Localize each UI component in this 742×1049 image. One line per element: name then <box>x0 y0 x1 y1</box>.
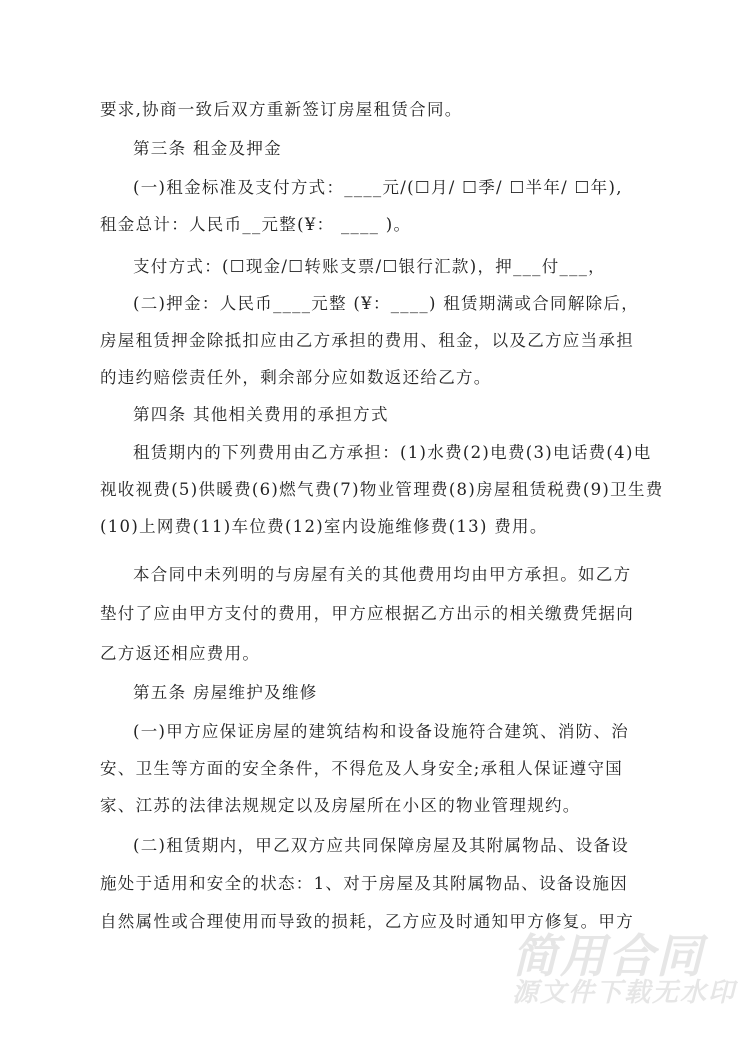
paragraph-line: (一)租金标准及支付方式：____元/(☐月/ ☐季/ ☐半年/ ☐年), <box>133 178 623 197</box>
paragraph-line: 的违约赔偿责任外，剩余部分应如数返还给乙方。 <box>100 368 492 387</box>
paragraph-line: (二)押金：人民币____元整 (¥：____) 租赁期满或合同解除后， <box>133 294 640 313</box>
paragraph-line: 房屋租赁押金除抵扣应由乙方承担的费用、租金，以及乙方应当承担 <box>100 331 634 350</box>
paragraph-line: 自然属性或合理使用而导致的损耗，乙方应及时通知甲方修复。甲方 <box>100 912 634 931</box>
watermark-subtitle: 源文件下载无水印 <box>512 978 737 1008</box>
paragraph-line: (二)租赁期内，甲乙双方应共同保障房屋及其附属物品、设备设 <box>133 836 630 855</box>
watermark-title: 简用合同 <box>512 929 704 983</box>
section-heading: 第五条 房屋维护及维修 <box>133 683 318 702</box>
paragraph-line: 本合同中未列明的与房屋有关的其他费用均由甲方承担。如乙方 <box>133 565 632 584</box>
paragraph-line: 租赁期内的下列费用由乙方承担：(1)水费(2)电费(3)电话费(4)电 <box>133 443 652 462</box>
section-heading: 第四条 其他相关费用的承担方式 <box>133 405 389 424</box>
section-heading: 第三条 租金及押金 <box>133 139 282 158</box>
paragraph-line: 垫付了应由甲方支付的费用，甲方应根据乙方出示的相关缴费凭据向 <box>100 604 634 623</box>
paragraph-line: 要求,协商一致后双方重新签订房屋租赁合同。 <box>100 100 463 119</box>
paragraph-line: 视收视费(5)供暖费(6)燃气费(7)物业管理费(8)房屋租赁税费(9)卫生费 <box>100 480 664 499</box>
paragraph-line: (10)上网费(11)车位费(12)室内设施维修费(13) 费用。 <box>100 517 548 536</box>
paragraph-line: (一)甲方应保证房屋的建筑结构和设备设施符合建筑、消防、治 <box>133 722 630 741</box>
paragraph-line: 租金总计：人民币__元整(¥： ____ )。 <box>100 215 412 234</box>
paragraph-line: 家、江苏的法律法规规定以及房屋所在小区的物业管理规约。 <box>100 796 581 815</box>
paragraph-line: 支付方式：(☐现金/☐转账支票/☐银行汇款)，押___付___， <box>133 257 606 276</box>
paragraph-line: 乙方返还相应费用。 <box>100 644 261 663</box>
paragraph-line: 施处于适用和安全的状态：1、对于房屋及其附属物品、设备设施因 <box>100 874 628 893</box>
paragraph-line: 安、卫生等方面的安全条件，不得危及人身安全;承租人保证遵守国 <box>100 759 624 778</box>
